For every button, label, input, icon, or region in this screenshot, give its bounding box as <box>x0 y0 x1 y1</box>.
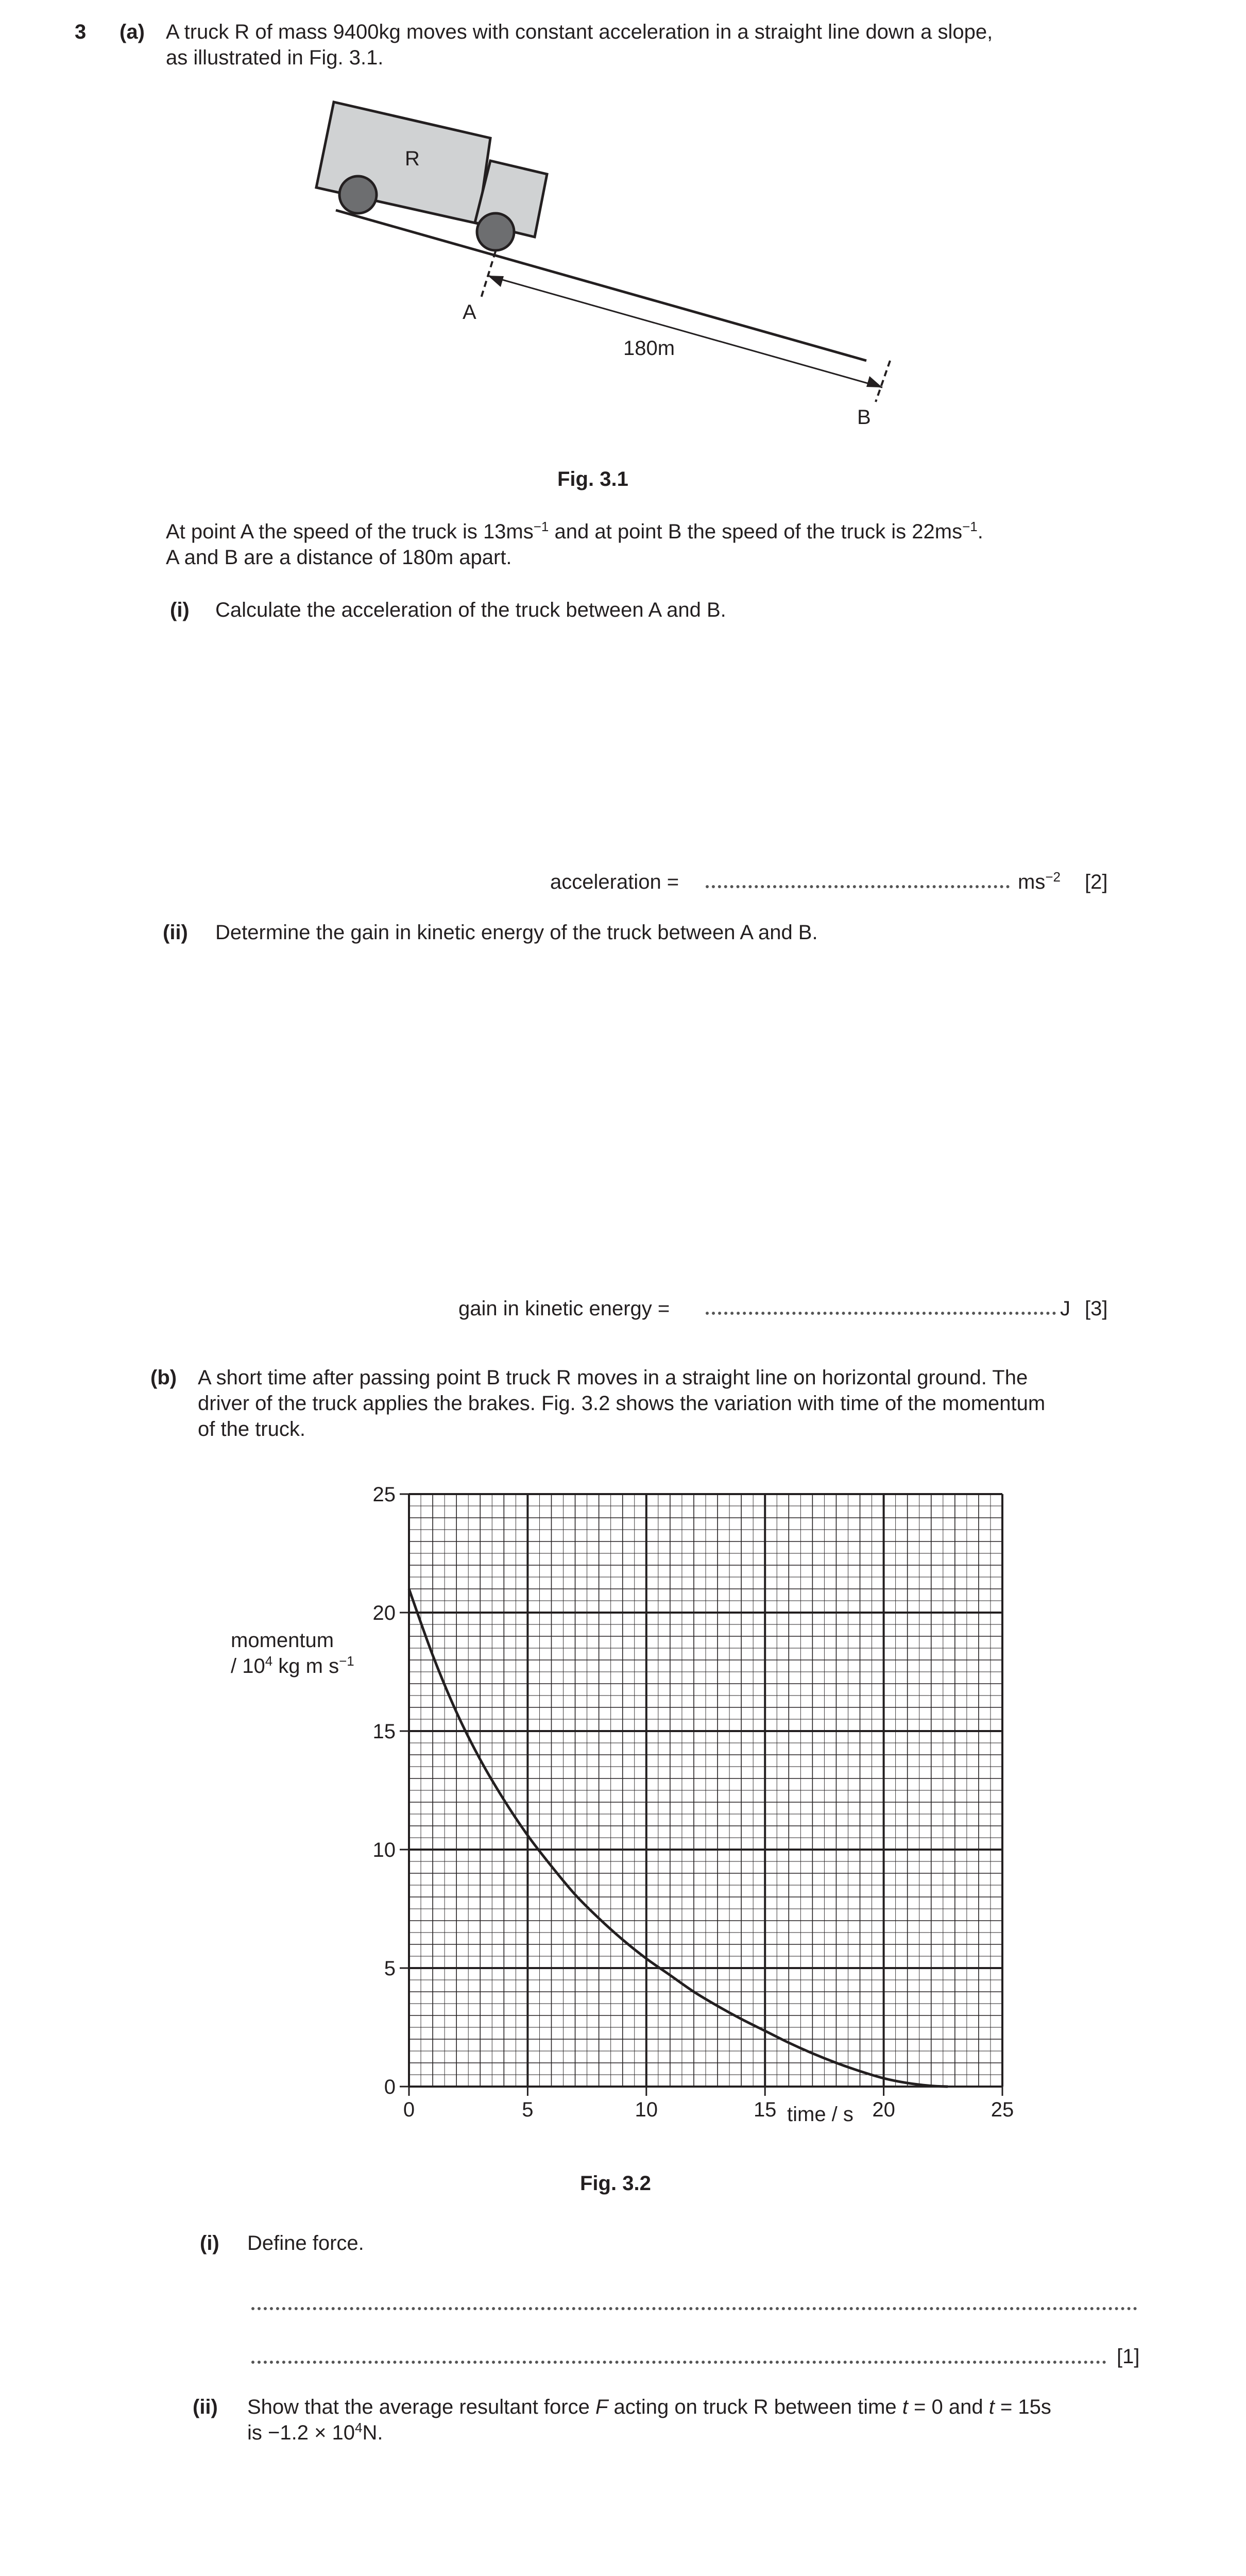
point-a-label: A <box>463 301 476 324</box>
x-tick-label: 15 <box>753 2098 777 2121</box>
part-b-label: (b) <box>150 1366 177 1389</box>
define-force-line2[interactable] <box>251 2361 1106 2364</box>
part-a-i-label: (i) <box>170 599 190 621</box>
part-b-i-marks: [1] <box>1117 2345 1140 2368</box>
part-b-ii-label: (ii) <box>193 2396 218 2418</box>
fig-3-2-caption: Fig. 3.2 <box>580 2172 651 2195</box>
chart-ylabel-line1: momentum <box>231 1629 334 1652</box>
part-b-intro-line3: of the truck. <box>198 1418 305 1440</box>
acceleration-unit: $ms^{-2}$ <box>1018 869 1061 893</box>
part-a-i-marks: [2] <box>1085 871 1108 893</box>
info-line1: At point A the speed of the truck is $13ms^{-1}$ and at point B the speed of the truck is $22ms^{-1}$. <box>166 519 983 543</box>
part-b-intro-line2: driver of the truck applies the brakes. Fig. 3.2 shows the variation with time of the momentum <box>198 1392 1046 1415</box>
part-a-ii-marks: [3] <box>1085 1297 1108 1320</box>
x-tick-label: 5 <box>522 2098 534 2121</box>
chart-xlabel: time / s <box>787 2103 854 2126</box>
y-tick-label: 5 <box>384 1957 396 1980</box>
part-a-ii-text: Determine the gain in kinetic energy of the truck between A and B. <box>215 921 818 944</box>
y-tick-label: 0 <box>384 2076 396 2098</box>
y-tick-label: 15 <box>372 1720 396 1743</box>
part-b-i-text: Define force. <box>247 2232 364 2255</box>
x-tick-label: 10 <box>635 2098 658 2121</box>
truck-label: R <box>405 147 420 170</box>
info-line2: A and B are a distance of 180m apart. <box>166 546 512 569</box>
part-a-i-text: Calculate the acceleration of the truck between A and B. <box>215 599 726 621</box>
part-a-ii-label: (ii) <box>163 921 188 944</box>
point-b-label: B <box>857 406 871 429</box>
x-tick-label: 20 <box>872 2098 895 2121</box>
part-a-intro-line1: A truck R of mass 9400kg moves with constant acceleration in a straight line down a slope, <box>166 21 993 43</box>
part-b-i-label: (i) <box>200 2232 219 2255</box>
question-number: 3 <box>75 21 87 43</box>
fig-3-1-caption: Fig. 3.1 <box>557 468 628 490</box>
distance-label: 180m <box>623 337 675 360</box>
x-tick-label: 0 <box>403 2098 415 2121</box>
y-tick-label: 20 <box>372 1602 396 1624</box>
part-b-intro-line1: A short time after passing point B truck R moves in a straight line on horizontal ground. The <box>198 1366 1028 1389</box>
ke-gain-unit: J <box>1060 1297 1070 1320</box>
y-tick-label: 10 <box>372 1839 396 1861</box>
part-a-label: (a) <box>120 21 145 43</box>
chart-ylabel-line2: / $10^4$ kg m $s^{-1}$ <box>231 1653 354 1677</box>
acceleration-label: acceleration = <box>550 871 679 893</box>
ke-gain-label: gain in kinetic energy = <box>458 1297 670 1320</box>
part-b-ii-text-line2: is $-1.2 \times 10^4N$. <box>247 2420 383 2444</box>
y-tick-label: 25 <box>372 1483 396 1506</box>
part-a-intro-line2: as illustrated in Fig. 3.1. <box>166 46 384 69</box>
x-tick-label: 25 <box>991 2098 1014 2121</box>
define-force-line1[interactable] <box>251 2307 1137 2310</box>
part-b-ii-text-line1: Show that the average resultant force F acting on truck R between time t = 0 and t = 15s <box>247 2396 1051 2418</box>
